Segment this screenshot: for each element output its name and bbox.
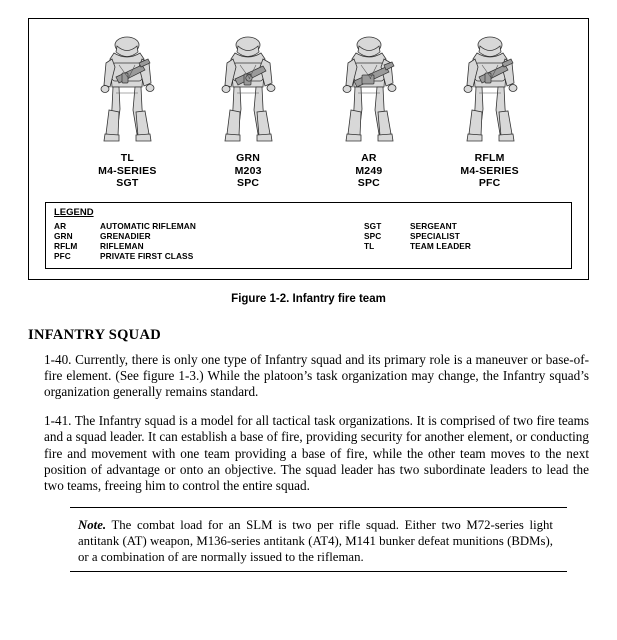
legend-entry xyxy=(364,221,471,231)
legend-definition: PRIVATE FIRST CLASS xyxy=(100,251,194,262)
legend-abbr: SGT xyxy=(364,220,382,231)
member-label xyxy=(235,152,262,190)
member-rank: SGT xyxy=(116,177,139,190)
member-rank: SPC xyxy=(237,177,260,190)
legend-column-left xyxy=(54,221,364,262)
fire-team-member xyxy=(189,33,307,190)
member-weapon: M203 xyxy=(234,164,262,177)
legend-definition: AUTOMATIC RIFLEMAN xyxy=(100,220,196,231)
legend-definition: GRENADIER xyxy=(100,230,151,241)
legend-title: LEGEND xyxy=(54,206,94,218)
member-weapon: M249 xyxy=(355,164,383,177)
member-role: RFLM xyxy=(474,152,505,164)
note-block xyxy=(70,507,567,573)
legend-abbr: GRN xyxy=(54,230,73,241)
legend-abbr: RFLM xyxy=(54,241,78,252)
member-weapon: M4-SERIES xyxy=(460,164,519,177)
note-text: The combat load for an SLM is two per rifle squad. Either two M72-series light antitank (AT) weapon, M136-series antitank (AT4), M141 bunker defeat munitions (BDMs), or a combination of are normally issued to the rifleman. xyxy=(78,517,553,565)
soldier-illustration-icon xyxy=(455,33,525,145)
legend-definition: SPECIALIST xyxy=(410,230,460,241)
paragraph-1-41: 1-41. The Infantry squad is a model for all tactical task organizations. It is comprised of two fire teams and a squad leader. It can establish a base of fire, providing security for another element, or conducting fire and movement with one team providing a base of fire, while the other team moves to the next position of advantage or onto an objective. The squad leader has two subordinate leaders to lead the two teams, freeing him to control the entire squad. xyxy=(44,412,589,494)
note-label: Note. xyxy=(78,517,107,532)
legend-definition: TEAM LEADER xyxy=(410,241,472,252)
section-heading: INFANTRY SQUAD xyxy=(28,326,161,343)
member-label xyxy=(355,152,382,190)
legend-column-right xyxy=(364,221,471,262)
figure-caption: Figure 1-2. Infantry fire team xyxy=(231,292,386,305)
member-label xyxy=(98,152,156,190)
legend-definition: RIFLEMAN xyxy=(100,241,144,252)
member-label xyxy=(460,152,518,190)
soldier-illustration-icon xyxy=(92,33,162,145)
paragraph-1-40: 1-40. Currently, there is only one type of Infantry squad and its primary role is a maneuver or base-of-fire element. (See figure 1-3.) While the platoon’s task organization may change, the Infantry squad’s organization generally remains standard. xyxy=(44,351,589,400)
legend-definition: SERGEANT xyxy=(410,220,457,231)
legend-entry xyxy=(54,221,364,231)
legend-abbr: AR xyxy=(54,220,67,231)
soldier-illustration-icon xyxy=(213,33,283,145)
legend-abbr: SPC xyxy=(364,230,382,241)
figure-container xyxy=(28,18,589,280)
legend-abbr: PFC xyxy=(54,251,71,262)
legend-entry xyxy=(364,231,471,241)
member-role: AR xyxy=(361,152,377,164)
member-rank: SPC xyxy=(357,177,380,190)
member-role: TL xyxy=(120,152,134,164)
fire-team-member xyxy=(431,33,549,190)
legend-abbr: TL xyxy=(364,241,375,252)
legend-entry xyxy=(54,251,364,261)
fire-team-member xyxy=(68,33,186,190)
soldier-illustration-icon xyxy=(334,33,404,145)
legend-entry xyxy=(54,231,364,241)
member-weapon: M4-SERIES xyxy=(98,164,157,177)
soldier-row xyxy=(39,33,578,190)
member-role: GRN xyxy=(236,152,261,164)
legend-box xyxy=(45,202,572,269)
legend-entry xyxy=(364,241,471,251)
legend-entry xyxy=(54,241,364,251)
fire-team-member xyxy=(310,33,428,190)
member-rank: PFC xyxy=(478,177,501,190)
legend-columns xyxy=(54,221,563,262)
